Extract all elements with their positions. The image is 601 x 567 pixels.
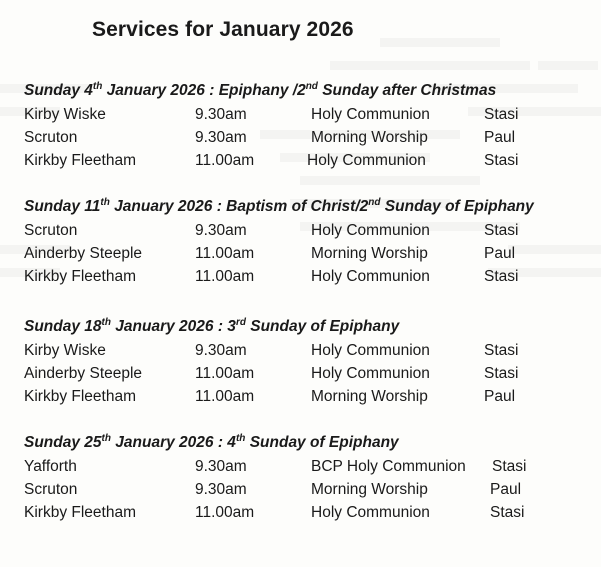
service-type: Holy Communion <box>311 504 430 521</box>
heading-day-suffix: th <box>101 316 111 328</box>
section-heading <box>24 434 399 452</box>
heading-day: Sunday 11 <box>24 198 101 215</box>
heading-occasion: Sunday of Epiphany <box>245 434 399 451</box>
heading-day: Sunday 4 <box>24 82 93 99</box>
service-row <box>0 458 601 480</box>
church-name: Scruton <box>24 129 78 146</box>
service-row <box>0 481 601 503</box>
heading-date: January 2026 : Baptism of Christ/2 <box>109 198 369 215</box>
service-row <box>0 268 601 290</box>
service-row <box>0 388 601 410</box>
service-row <box>0 106 601 128</box>
service-type: Morning Worship <box>311 245 428 262</box>
service-row <box>0 365 601 387</box>
church-name: Yafforth <box>24 458 77 475</box>
service-type: Morning Worship <box>311 129 428 146</box>
church-name: Kirkby Fleetham <box>24 388 136 405</box>
church-name: Kirkby Fleetham <box>24 152 136 169</box>
church-name: Ainderby Steeple <box>24 245 143 262</box>
church-name: Scruton <box>24 222 78 239</box>
service-time: 11.00am <box>195 245 255 262</box>
minister-name: Stasi <box>484 342 519 359</box>
service-time: 9.30am <box>195 129 247 146</box>
service-row <box>0 152 601 174</box>
service-type: Holy Communion <box>311 222 430 239</box>
service-row <box>0 342 601 364</box>
heading-day: Sunday 18 <box>24 318 102 335</box>
heading-day-suffix: th <box>92 80 103 92</box>
service-row <box>0 222 601 244</box>
minister-name: Paul <box>484 388 516 405</box>
church-name: Kirkby Fleetham <box>24 504 136 521</box>
heading-ordinal-suffix: nd <box>368 196 381 208</box>
service-time: 9.30am <box>195 342 247 359</box>
service-type: Holy Communion <box>311 268 430 285</box>
heading-day: Sunday 25 <box>24 434 102 451</box>
heading-date: January 2026 : 4 <box>110 434 236 451</box>
section-heading <box>24 82 496 100</box>
service-time: 11.00am <box>195 504 255 521</box>
heading-occasion: Sunday after Christmas <box>317 82 497 99</box>
service-row <box>0 245 601 267</box>
heading-date: January 2026 : Epiphany /2 <box>102 82 306 99</box>
service-type: Morning Worship <box>311 388 428 405</box>
heading-day-suffix: th <box>101 432 111 444</box>
service-time: 11.00am <box>195 268 255 285</box>
church-name: Kirkby Fleetham <box>24 268 136 285</box>
minister-name: Paul <box>484 129 516 146</box>
service-time: 9.30am <box>195 458 247 475</box>
heading-ordinal-suffix: th <box>235 432 246 444</box>
minister-name: Paul <box>490 481 522 498</box>
heading-ordinal-suffix: rd <box>235 316 246 328</box>
service-row <box>0 504 601 526</box>
church-name: Kirby Wiske <box>24 106 106 123</box>
service-type: BCP Holy Communion <box>311 458 466 475</box>
church-name: Scruton <box>24 481 78 498</box>
service-type: Holy Communion <box>311 106 430 123</box>
page-title: Services for January 2026 <box>92 18 354 41</box>
service-time: 9.30am <box>195 106 247 123</box>
minister-name: Stasi <box>484 268 519 285</box>
service-type: Holy Communion <box>311 342 430 359</box>
minister-name: Stasi <box>492 458 527 475</box>
heading-occasion: Sunday of Epiphany <box>380 198 534 215</box>
service-time: 11.00am <box>195 388 255 405</box>
church-name: Ainderby Steeple <box>24 365 143 382</box>
service-type: Morning Worship <box>311 481 428 498</box>
minister-name: Stasi <box>484 106 519 123</box>
minister-name: Stasi <box>484 222 519 239</box>
minister-name: Paul <box>484 245 516 262</box>
service-time: 11.00am <box>195 152 255 169</box>
minister-name: Stasi <box>484 152 519 169</box>
section-heading <box>24 198 534 216</box>
service-type: Holy Communion <box>307 152 426 169</box>
minister-name: Stasi <box>490 504 525 521</box>
service-type: Holy Communion <box>311 365 430 382</box>
heading-date: January 2026 : 3 <box>110 318 236 335</box>
church-name: Kirby Wiske <box>24 342 106 359</box>
service-row <box>0 129 601 151</box>
service-time: 11.00am <box>195 365 255 382</box>
heading-occasion: Sunday of Epiphany <box>245 318 400 335</box>
heading-day-suffix: th <box>100 196 110 208</box>
service-time: 9.30am <box>195 481 247 498</box>
minister-name: Stasi <box>484 365 519 382</box>
heading-ordinal-suffix: nd <box>305 80 318 92</box>
service-time: 9.30am <box>195 222 247 239</box>
section-heading <box>24 318 399 336</box>
